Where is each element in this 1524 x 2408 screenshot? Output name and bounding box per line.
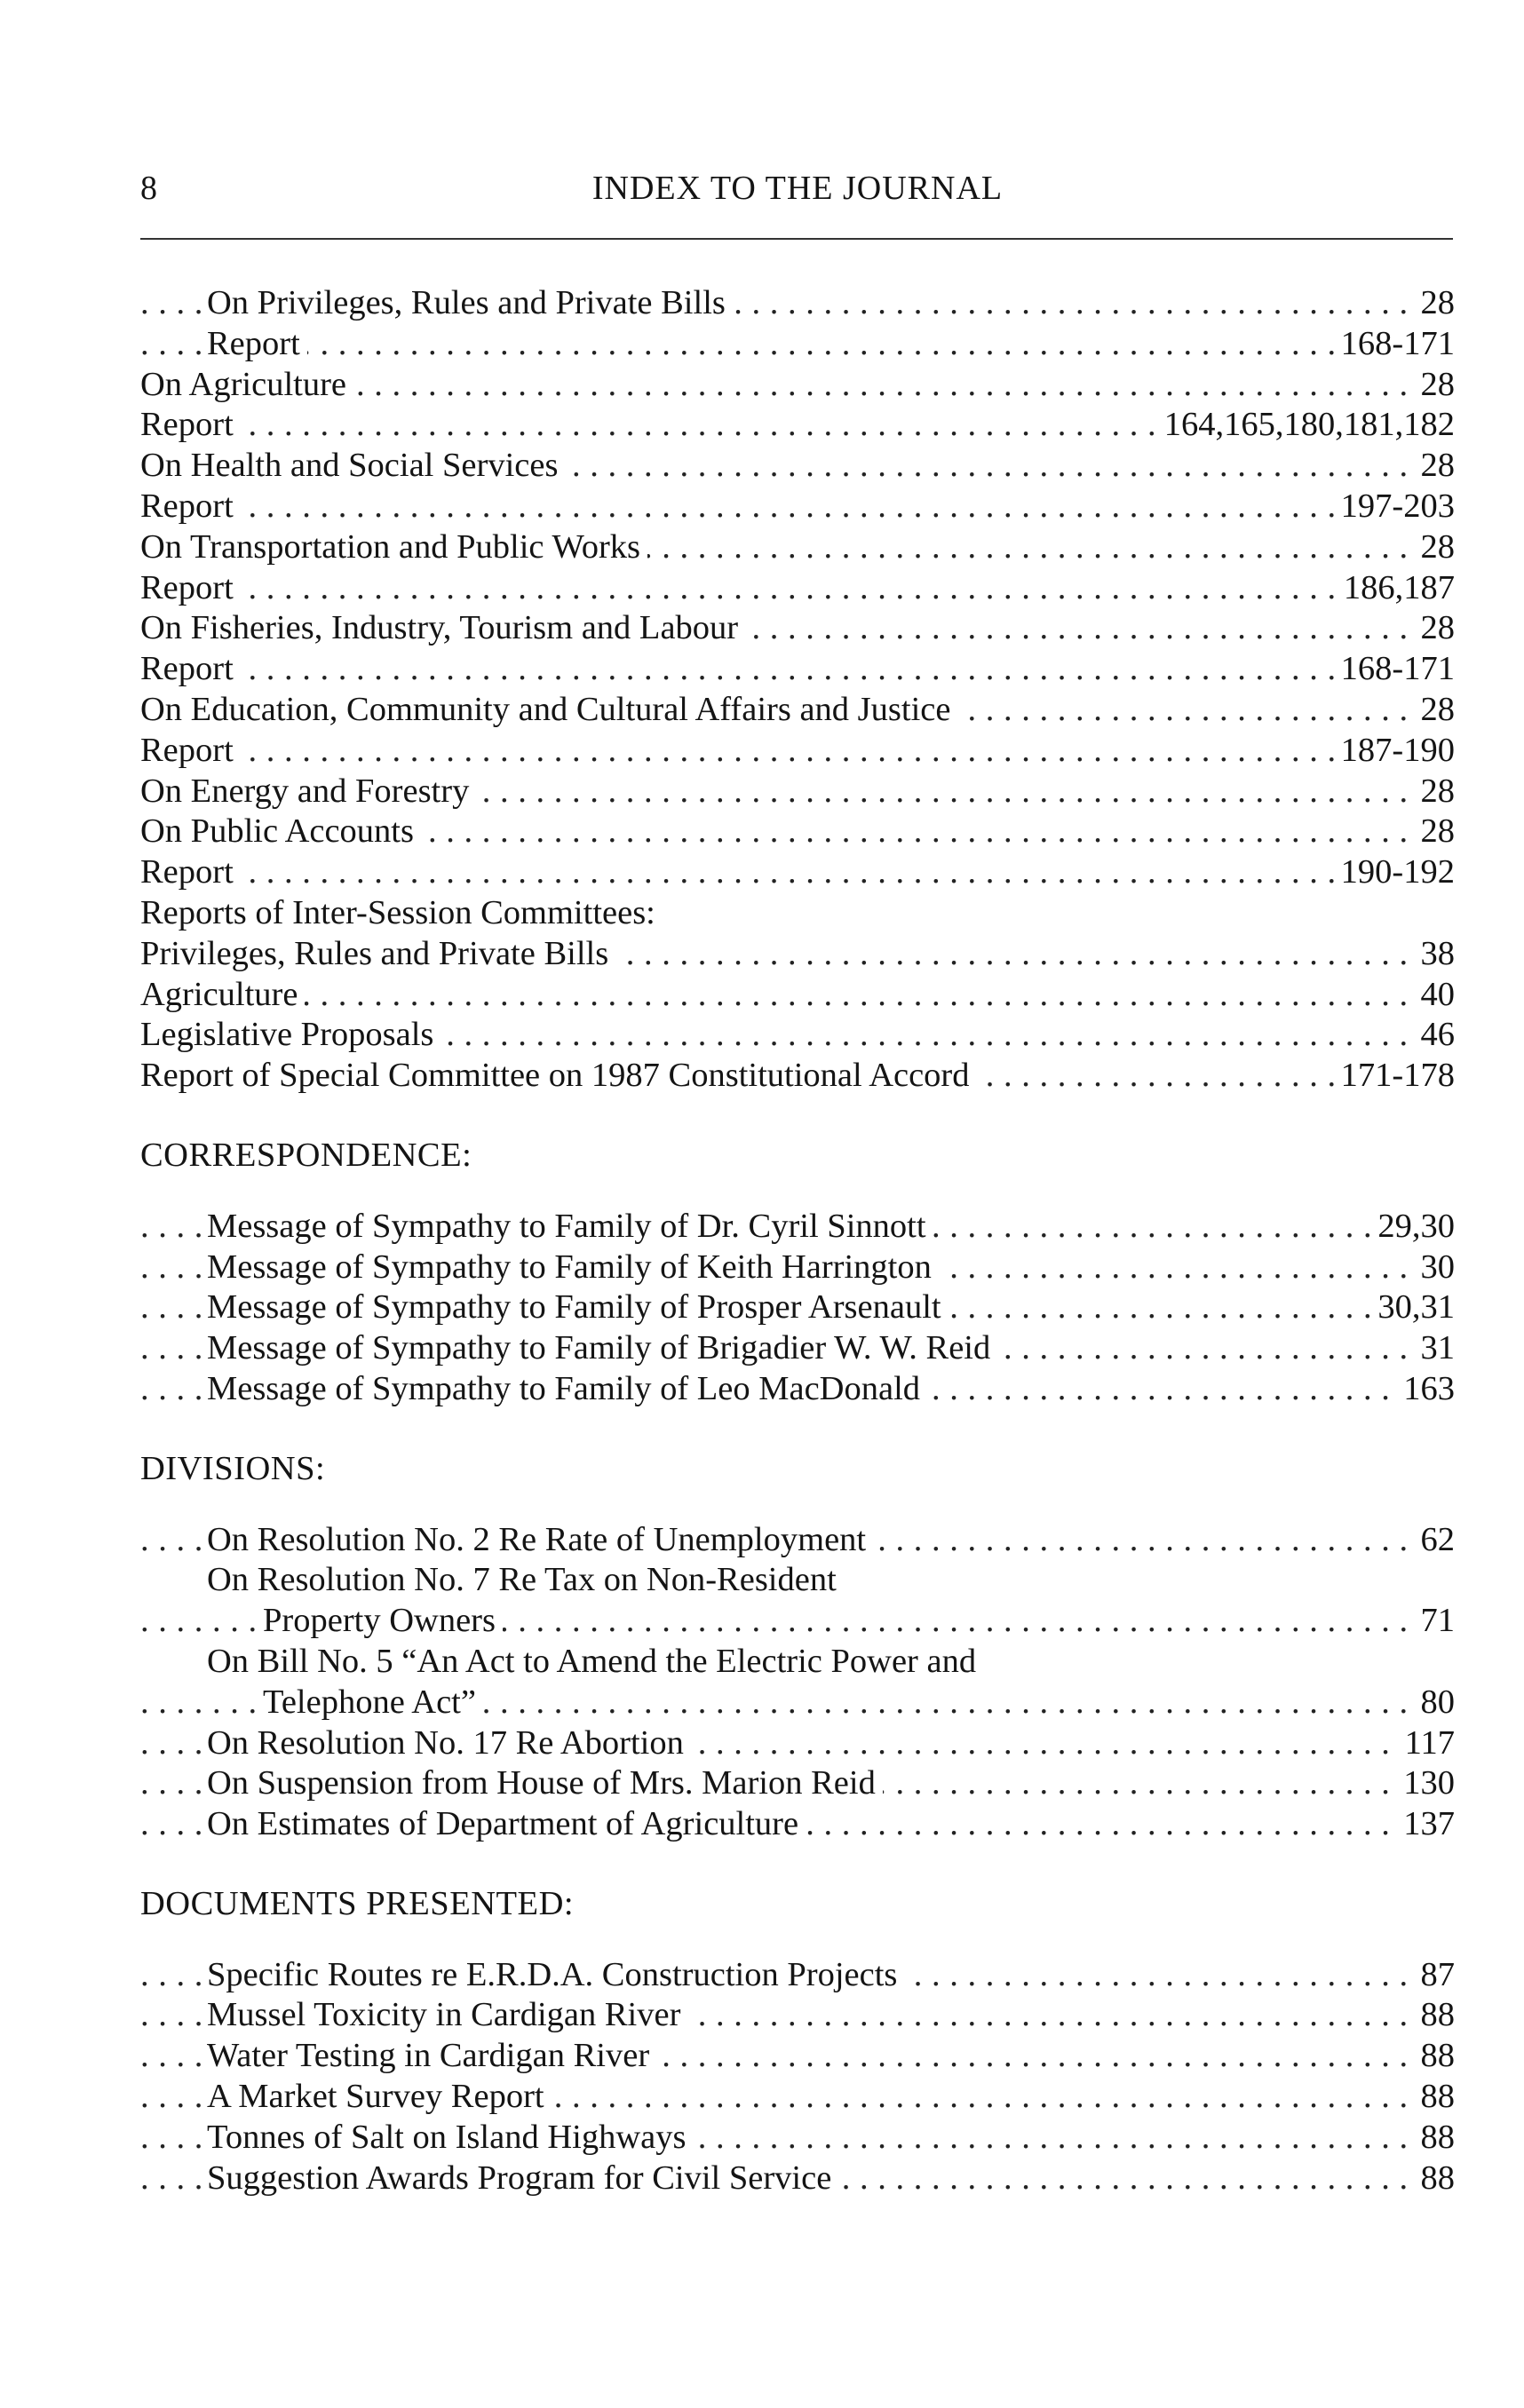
index-body bbox=[140, 283, 1455, 2198]
entry-text: On Energy and Forestry bbox=[140, 772, 476, 810]
entry-text: On Public Accounts bbox=[140, 812, 421, 850]
entry-pages: 40 bbox=[1414, 975, 1456, 1016]
index-entry bbox=[140, 1723, 1455, 1764]
entry-text: Reports of Inter-Session Committees: bbox=[140, 894, 663, 931]
entry-text: On Transportation and Public Works bbox=[140, 528, 647, 566]
entry-pages: 28 bbox=[1414, 812, 1456, 852]
entry-text: Message of Sympathy to Family of Keith Harrington bbox=[207, 1248, 939, 1286]
entry-pages: 28 bbox=[1414, 608, 1456, 649]
index-entry bbox=[140, 852, 1455, 893]
entry-pages: 28 bbox=[1414, 527, 1456, 568]
entry-pages: 38 bbox=[1414, 934, 1456, 975]
index-entry bbox=[140, 1995, 1455, 2036]
entry-pages: 197-203 bbox=[1334, 487, 1455, 527]
entry-text: Privileges, Rules and Private Bills bbox=[140, 935, 615, 972]
index-entry bbox=[140, 405, 1455, 446]
entry-text: On Health and Social Services bbox=[140, 447, 565, 484]
entry-text: On Resolution No. 17 Re Abortion bbox=[207, 1724, 691, 1762]
entry-text: Report bbox=[140, 487, 241, 525]
index-entry bbox=[140, 283, 1455, 324]
entry-text: Mussel Toxicity in Cardigan River bbox=[207, 1996, 687, 2033]
entry-pages: 87 bbox=[1414, 1955, 1456, 1996]
entry-text: Message of Sympathy to Family of Dr. Cyril Sinnott bbox=[207, 1208, 933, 1245]
entry-text: Legislative Proposals bbox=[140, 1016, 441, 1053]
index-entry bbox=[140, 731, 1455, 772]
index-entry bbox=[140, 975, 1455, 1016]
index-entry bbox=[140, 1056, 1455, 1097]
index-entry bbox=[140, 2118, 1455, 2158]
entry-text: Message of Sympathy to Family of Brigadier W. W. Reid bbox=[207, 1329, 997, 1366]
entry-pages: 88 bbox=[1414, 2036, 1456, 2077]
index-entry bbox=[140, 1015, 1455, 1056]
entry-pages: 46 bbox=[1414, 1015, 1456, 1056]
page-header bbox=[140, 167, 1455, 210]
entry-text: Report bbox=[140, 732, 241, 769]
entry-text: Telephone Act” bbox=[263, 1683, 483, 1721]
entry-pages: 164,165,180,181,182 bbox=[1157, 405, 1455, 446]
index-entry bbox=[140, 365, 1455, 406]
index-entry bbox=[140, 934, 1455, 975]
index-entry-continuation bbox=[140, 1683, 1455, 1723]
entry-text: Report bbox=[140, 853, 241, 891]
entry-pages: 88 bbox=[1414, 1995, 1456, 2036]
entry-pages: 28 bbox=[1414, 365, 1456, 406]
index-entry bbox=[140, 1207, 1455, 1248]
entry-pages: 163 bbox=[1396, 1369, 1455, 1410]
index-entry bbox=[140, 1328, 1455, 1369]
entry-text: Agriculture bbox=[140, 976, 305, 1013]
entry-text: On Estimates of Department of Agriculture bbox=[207, 1805, 806, 1842]
page-number: 8 bbox=[140, 170, 157, 207]
entry-pages: 28 bbox=[1414, 446, 1456, 487]
entry-pages: 28 bbox=[1414, 283, 1456, 324]
entry-pages: 80 bbox=[1414, 1683, 1456, 1723]
entry-pages: 171-178 bbox=[1334, 1056, 1455, 1097]
section-heading-correspondence: CORRESPONDENCE: bbox=[140, 1136, 472, 1174]
entry-pages: 117 bbox=[1398, 1723, 1455, 1764]
index-entry bbox=[140, 1520, 1455, 1561]
entry-pages: 187-190 bbox=[1334, 731, 1455, 772]
index-entry bbox=[140, 1955, 1455, 1996]
section-heading-divisions: DIVISIONS: bbox=[140, 1449, 326, 1487]
index-entry bbox=[140, 812, 1455, 852]
index-entry bbox=[140, 1248, 1455, 1288]
entry-pages: 28 bbox=[1414, 772, 1456, 812]
entry-text: On Resolution No. 7 Re Tax on Non-Resident bbox=[207, 1561, 844, 1598]
header-rule bbox=[140, 238, 1453, 240]
index-entry bbox=[140, 527, 1455, 568]
entry-text: A Market Survey Report bbox=[207, 2078, 552, 2115]
entry-text: On Resolution No. 2 Re Rate of Unemployment bbox=[207, 1521, 873, 1558]
entry-text: Property Owners bbox=[263, 1602, 503, 1639]
entry-text: Suggestion Awards Program for Civil Service bbox=[207, 2159, 838, 2197]
index-entry bbox=[140, 690, 1455, 731]
entry-pages: 137 bbox=[1396, 1804, 1455, 1845]
index-entry bbox=[140, 2036, 1455, 2077]
index-entry bbox=[140, 649, 1455, 690]
entry-text: On Bill No. 5 “An Act to Amend the Electric Power and bbox=[207, 1643, 983, 1680]
entry-text: Report bbox=[207, 325, 307, 362]
index-entry bbox=[140, 2077, 1455, 2118]
entry-text: On Education, Community and Cultural Affairs and Justice bbox=[140, 691, 957, 728]
entry-pages: 88 bbox=[1414, 2077, 1456, 2118]
running-head: INDEX TO THE JOURNAL bbox=[591, 170, 1004, 207]
index-entry bbox=[140, 324, 1455, 365]
entry-text: Message of Sympathy to Family of Prosper Arsenault bbox=[207, 1288, 949, 1326]
entry-pages: 168-171 bbox=[1334, 649, 1455, 690]
entry-text: Report bbox=[140, 650, 241, 687]
index-entry bbox=[140, 1287, 1455, 1328]
entry-pages: 28 bbox=[1414, 690, 1456, 731]
index-entry bbox=[140, 487, 1455, 527]
index-entry bbox=[140, 1763, 1455, 1804]
entry-text: Report bbox=[140, 569, 241, 606]
index-subheading bbox=[140, 893, 1455, 934]
index-entry bbox=[140, 1560, 1455, 1601]
entry-text: Report bbox=[140, 406, 241, 443]
index-entry-continuation bbox=[140, 1601, 1455, 1642]
index-entry bbox=[140, 1369, 1455, 1410]
entry-pages: 168-171 bbox=[1334, 324, 1455, 365]
index-entry bbox=[140, 772, 1455, 812]
entry-pages: 62 bbox=[1414, 1520, 1456, 1561]
index-entry bbox=[140, 1804, 1455, 1845]
index-entry bbox=[140, 2158, 1455, 2199]
index-entry bbox=[140, 1642, 1455, 1683]
entry-text: On Suspension from House of Mrs. Marion Reid bbox=[207, 1764, 883, 1802]
entry-text: On Agriculture bbox=[140, 366, 353, 403]
entry-text: On Privileges, Rules and Private Bills bbox=[207, 284, 733, 321]
entry-pages: 186,187 bbox=[1337, 568, 1455, 609]
entry-text: Report of Special Committee on 1987 Constitutional Accord bbox=[140, 1057, 977, 1094]
index-entry bbox=[140, 568, 1455, 609]
entry-text: Specific Routes re E.R.D.A. Construction Projects bbox=[207, 1956, 904, 1993]
entry-pages: 130 bbox=[1396, 1763, 1455, 1804]
entry-pages: 88 bbox=[1414, 2158, 1456, 2199]
entry-pages: 30 bbox=[1414, 1248, 1456, 1288]
entry-text: On Fisheries, Industry, Tourism and Labour bbox=[140, 609, 745, 646]
entry-pages: 190-192 bbox=[1334, 852, 1455, 893]
entry-pages: 71 bbox=[1414, 1601, 1456, 1642]
entry-pages: 30,31 bbox=[1370, 1287, 1455, 1328]
index-entry bbox=[140, 446, 1455, 487]
entry-pages: 88 bbox=[1414, 2118, 1456, 2158]
index-entry bbox=[140, 608, 1455, 649]
section-heading-documents: DOCUMENTS PRESENTED: bbox=[140, 1884, 575, 1922]
entry-text: Water Testing in Cardigan River bbox=[207, 2037, 656, 2074]
entry-pages: 29,30 bbox=[1370, 1207, 1455, 1248]
entry-pages: 31 bbox=[1414, 1328, 1456, 1369]
entry-text: Tonnes of Salt on Island Highways bbox=[207, 2119, 693, 2156]
entry-text: Message of Sympathy to Family of Leo MacDonald bbox=[207, 1370, 927, 1407]
